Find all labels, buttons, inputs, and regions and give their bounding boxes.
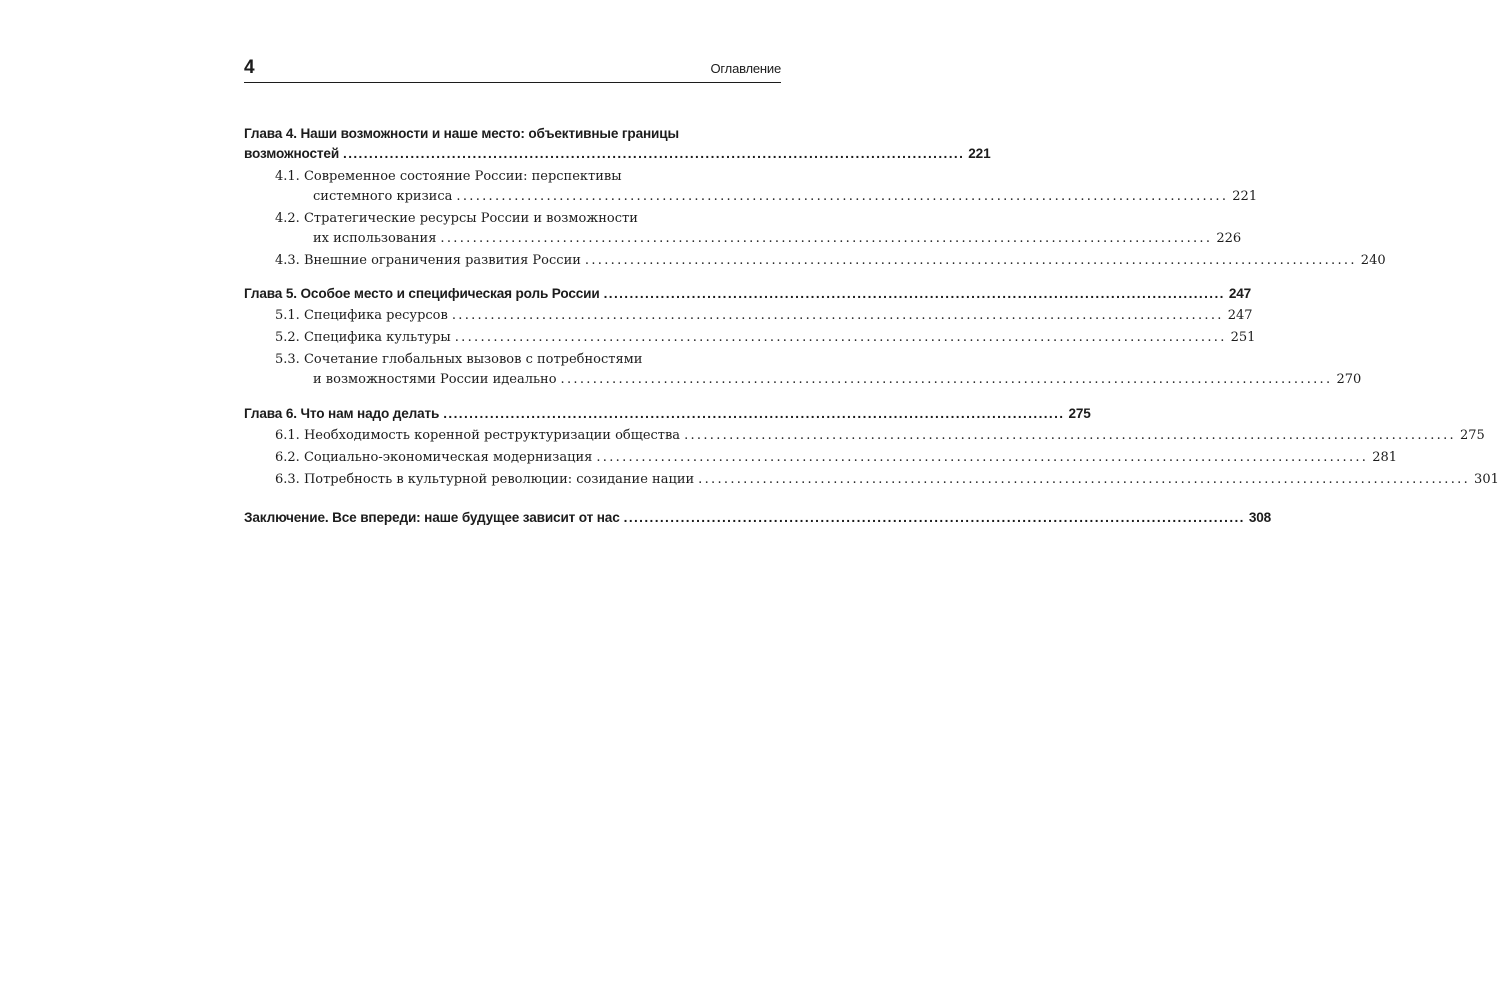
page-ref: 247 bbox=[1228, 286, 1252, 301]
subsection-title: 4.2. Стратегические ресурсы России и возможности bbox=[275, 211, 638, 226]
toc-chapter-6 bbox=[244, 404, 1499, 490]
page-ref: 247 bbox=[1227, 308, 1253, 323]
toc-entry[interactable] bbox=[244, 508, 1272, 528]
subsection-title: 6.3. Потребность в культурной революции: созидание нации bbox=[275, 472, 695, 487]
dot-leader: ........................................................................................................................ bbox=[560, 372, 1333, 387]
chapter-title: Глава 6. Что нам надо делать bbox=[244, 406, 440, 421]
dot-leader: ........................................................................................................................ bbox=[698, 472, 1471, 487]
page-ref: 251 bbox=[1230, 330, 1256, 345]
dot-leader: ........................................................................................................................ bbox=[623, 510, 1245, 525]
conclusion-title: Заключение. Все впереди: наше будущее зависит от нас bbox=[244, 510, 620, 525]
page-number: 4 bbox=[244, 57, 255, 78]
dot-leader: ........................................................................................................................ bbox=[456, 189, 1229, 204]
subsection-title: 6.1. Необходимость коренной реструктуризации общества bbox=[275, 428, 681, 443]
running-header bbox=[244, 56, 781, 83]
dot-leader: ........................................................................................................................ bbox=[440, 231, 1213, 246]
chapter-title-continued: возможностей bbox=[244, 146, 340, 161]
toc-entry[interactable] bbox=[275, 229, 1242, 249]
toc-chapter-4 bbox=[244, 124, 1386, 271]
toc-entry[interactable] bbox=[244, 284, 1252, 304]
toc-entry[interactable] bbox=[275, 187, 1258, 207]
subsection-title: 5.3. Сочетание глобальных вызовов с потребностями bbox=[275, 352, 643, 367]
page-ref: 240 bbox=[1360, 253, 1386, 268]
dot-leader: ........................................................................................................................ bbox=[596, 450, 1369, 465]
page-ref: 221 bbox=[968, 146, 991, 161]
page-ref: 221 bbox=[1232, 189, 1258, 204]
toc-conclusion bbox=[244, 508, 1272, 528]
chapter-title: Глава 5. Особое место и специфическая роль России bbox=[244, 286, 600, 301]
subsection-title-continued: их использования bbox=[313, 231, 437, 246]
toc-entry[interactable] bbox=[275, 306, 1253, 326]
dot-leader: ........................................................................................................................ bbox=[454, 330, 1227, 345]
toc-entry[interactable] bbox=[244, 144, 991, 164]
toc-entry[interactable] bbox=[244, 404, 1091, 424]
dot-leader: ........................................................................................................................ bbox=[684, 428, 1456, 443]
chapter-title: Глава 4. Наши возможности и наше место: объективные границы bbox=[244, 126, 679, 141]
page-ref: 270 bbox=[1336, 372, 1362, 387]
subsection-title: 5.2. Специфика культуры bbox=[275, 330, 451, 345]
dot-leader: ........................................................................................................................ bbox=[443, 406, 1065, 421]
subsection-title: 4.3. Внешние ограничения развития России bbox=[275, 253, 581, 268]
dot-leader: ........................................................................................................................ bbox=[603, 286, 1225, 301]
dot-leader: ........................................................................................................................ bbox=[343, 146, 965, 161]
subsection-title: 4.1. Современное состояние России: перспективы bbox=[275, 169, 622, 184]
toc-entry[interactable] bbox=[275, 251, 1386, 271]
toc-page bbox=[244, 56, 1499, 525]
dot-leader: ........................................................................................................................ bbox=[584, 253, 1357, 268]
page-ref: 308 bbox=[1248, 510, 1272, 525]
toc-entry[interactable] bbox=[275, 328, 1256, 348]
section-title: Оглавление bbox=[710, 61, 781, 76]
subsection-title-continued: и возможностями России идеально bbox=[313, 372, 557, 387]
toc-entry[interactable] bbox=[275, 370, 1362, 390]
page-ref: 275 bbox=[1068, 406, 1091, 421]
subsection-title: 6.2. Социально-экономическая модернизация bbox=[275, 450, 593, 465]
subsection-title: 5.1. Специфика ресурсов bbox=[275, 308, 448, 323]
toc-entry[interactable] bbox=[275, 470, 1499, 490]
toc-chapter-5 bbox=[244, 284, 1362, 390]
page-ref: 281 bbox=[1372, 450, 1398, 465]
page-ref: 226 bbox=[1216, 231, 1242, 246]
subsection-title-continued: системного кризиса bbox=[313, 189, 453, 204]
page-ref: 275 bbox=[1459, 428, 1485, 443]
toc-entry[interactable] bbox=[275, 426, 1485, 446]
toc-entry[interactable] bbox=[275, 448, 1398, 468]
dot-leader: ........................................................................................................................ bbox=[451, 308, 1224, 323]
page-ref: 301 bbox=[1474, 472, 1499, 487]
